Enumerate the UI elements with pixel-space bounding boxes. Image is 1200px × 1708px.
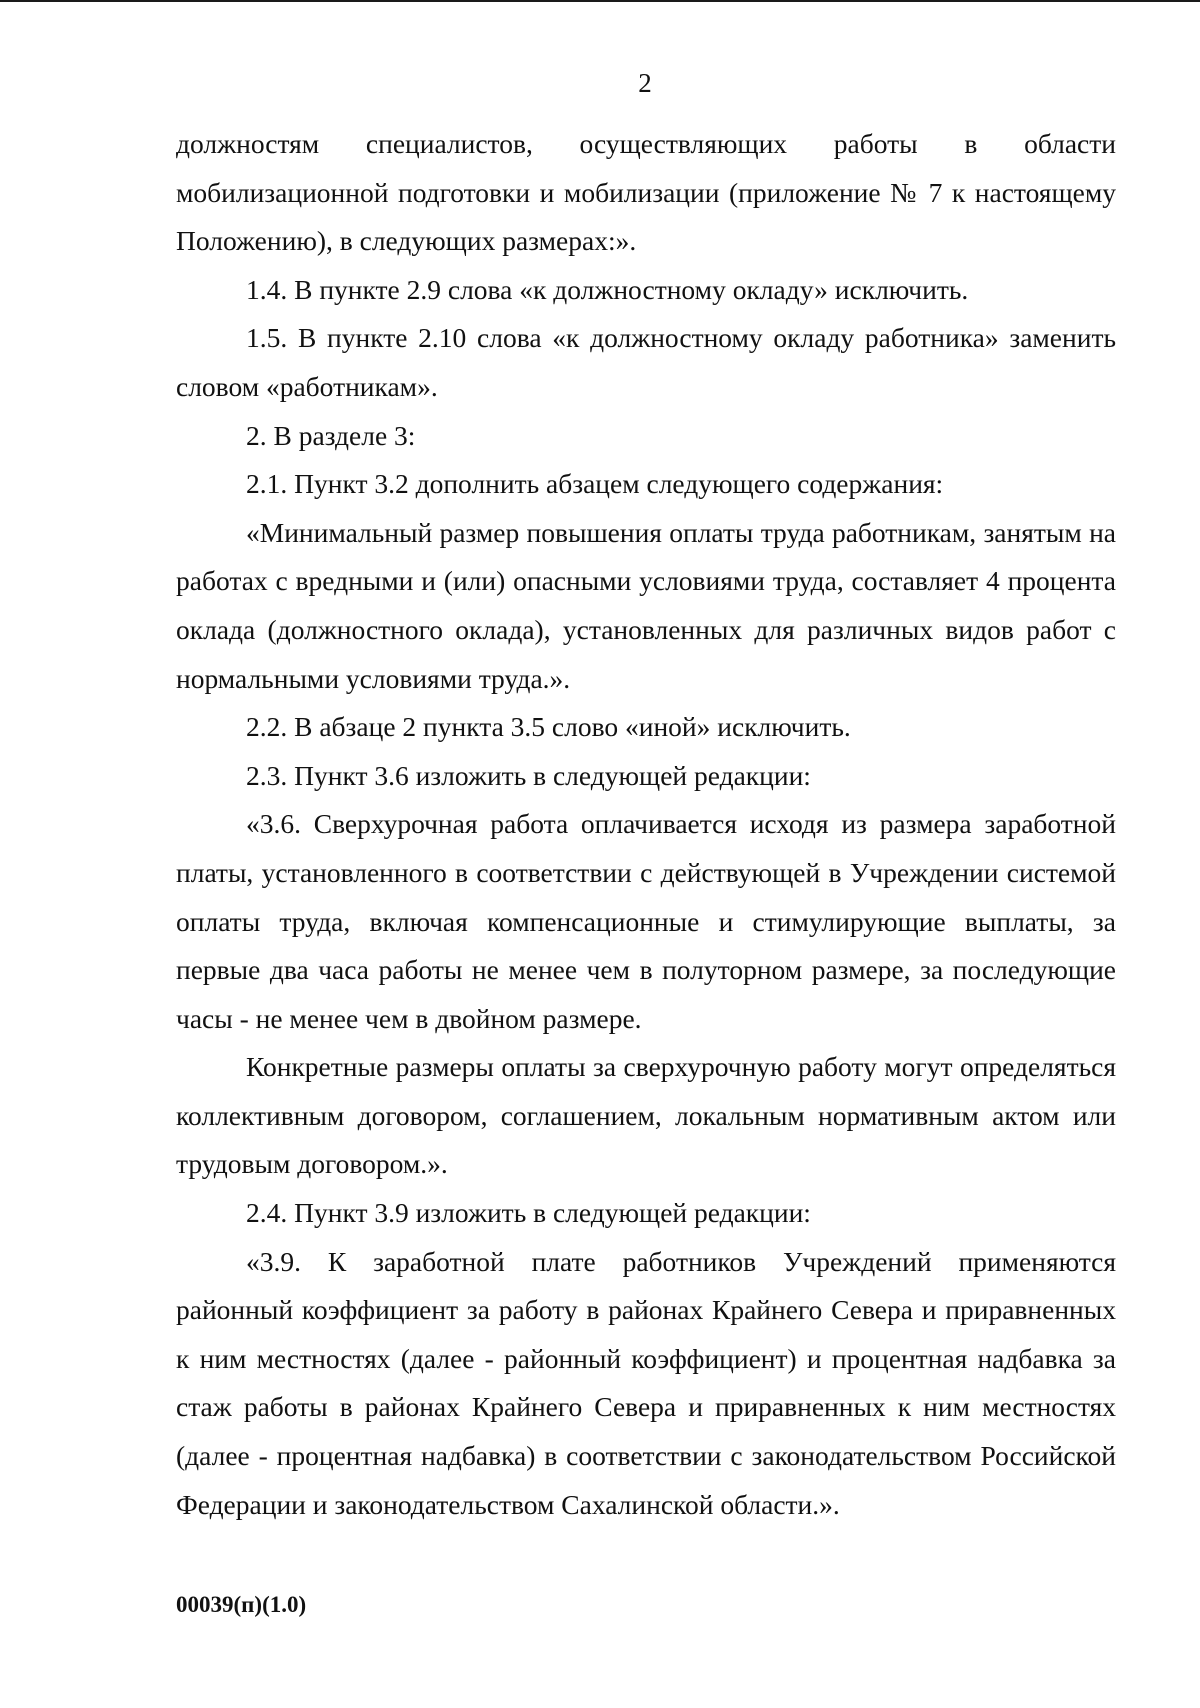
paragraph: 2.3. Пункт 3.6 изложить в следующей редакции:: [246, 759, 811, 791]
paragraph: «Минимальный размер повышения оплаты труда работникам, занятым на работах с вредными и (или) опасными условиями труда, составляет 4 процента оклада (должностного оклада), установленных для различных видов работ с нормальными условиями труда.».: [176, 516, 1116, 694]
paragraph: «3.9. К заработной плате работников Учреждений применяются районный коэффициент за работу в районах Крайнего Севера и приравненных к ним местностях (далее - районный коэффициент) и процентная надбавка за стаж работы в районах Крайнего Севера и приравненных к ним местностях (далее - процентная надбавка) в соответствии с законодательством Российской Федерации и законодательством Сахалинской области.».: [176, 1245, 1116, 1520]
paragraph: 2.4. Пункт 3.9 изложить в следующей редакции:: [246, 1197, 811, 1229]
top-border-line: [0, 0, 1200, 2]
document-code: 00039(п)(1.0): [176, 1592, 307, 1617]
paragraph: 2.1. Пункт 3.2 дополнить абзацем следующего содержания:: [246, 468, 944, 500]
paragraph: 1.5. В пункте 2.10 слова «к должностному окладу работника» заменить словом «работникам».: [176, 322, 1116, 402]
paragraph: Конкретные размеры оплаты за сверхурочную работу могут определяться коллективным договором, соглашением, локальным нормативным актом или трудовым договором.».: [176, 1051, 1116, 1180]
paragraph: 1.4. В пункте 2.9 слова «к должностному окладу» исключить.: [246, 273, 969, 305]
paragraph: 2.2. В абзаце 2 пункта 3.5 слово «иной» исключить.: [246, 711, 851, 743]
document-body: [176, 120, 1116, 1529]
page-number: 2: [638, 68, 652, 98]
paragraph: 2. В разделе 3:: [246, 419, 416, 451]
paragraph: «3.6. Сверхурочная работа оплачивается исходя из размера заработной платы, установленного в соответствии с действующей в Учреждении системой оплаты труда, включая компенсационные и стимулирующие выплаты, за первые два часа работы не менее чем в полуторном размере, за последующие часы - не менее чем в двойном размере.: [176, 808, 1116, 1034]
paragraph: должностям специалистов, осуществляющих работы в области мобилизационной подготовки и мобилизации (приложение № 7 к настоящему Положению), в следующих размерах:».: [176, 128, 1116, 257]
